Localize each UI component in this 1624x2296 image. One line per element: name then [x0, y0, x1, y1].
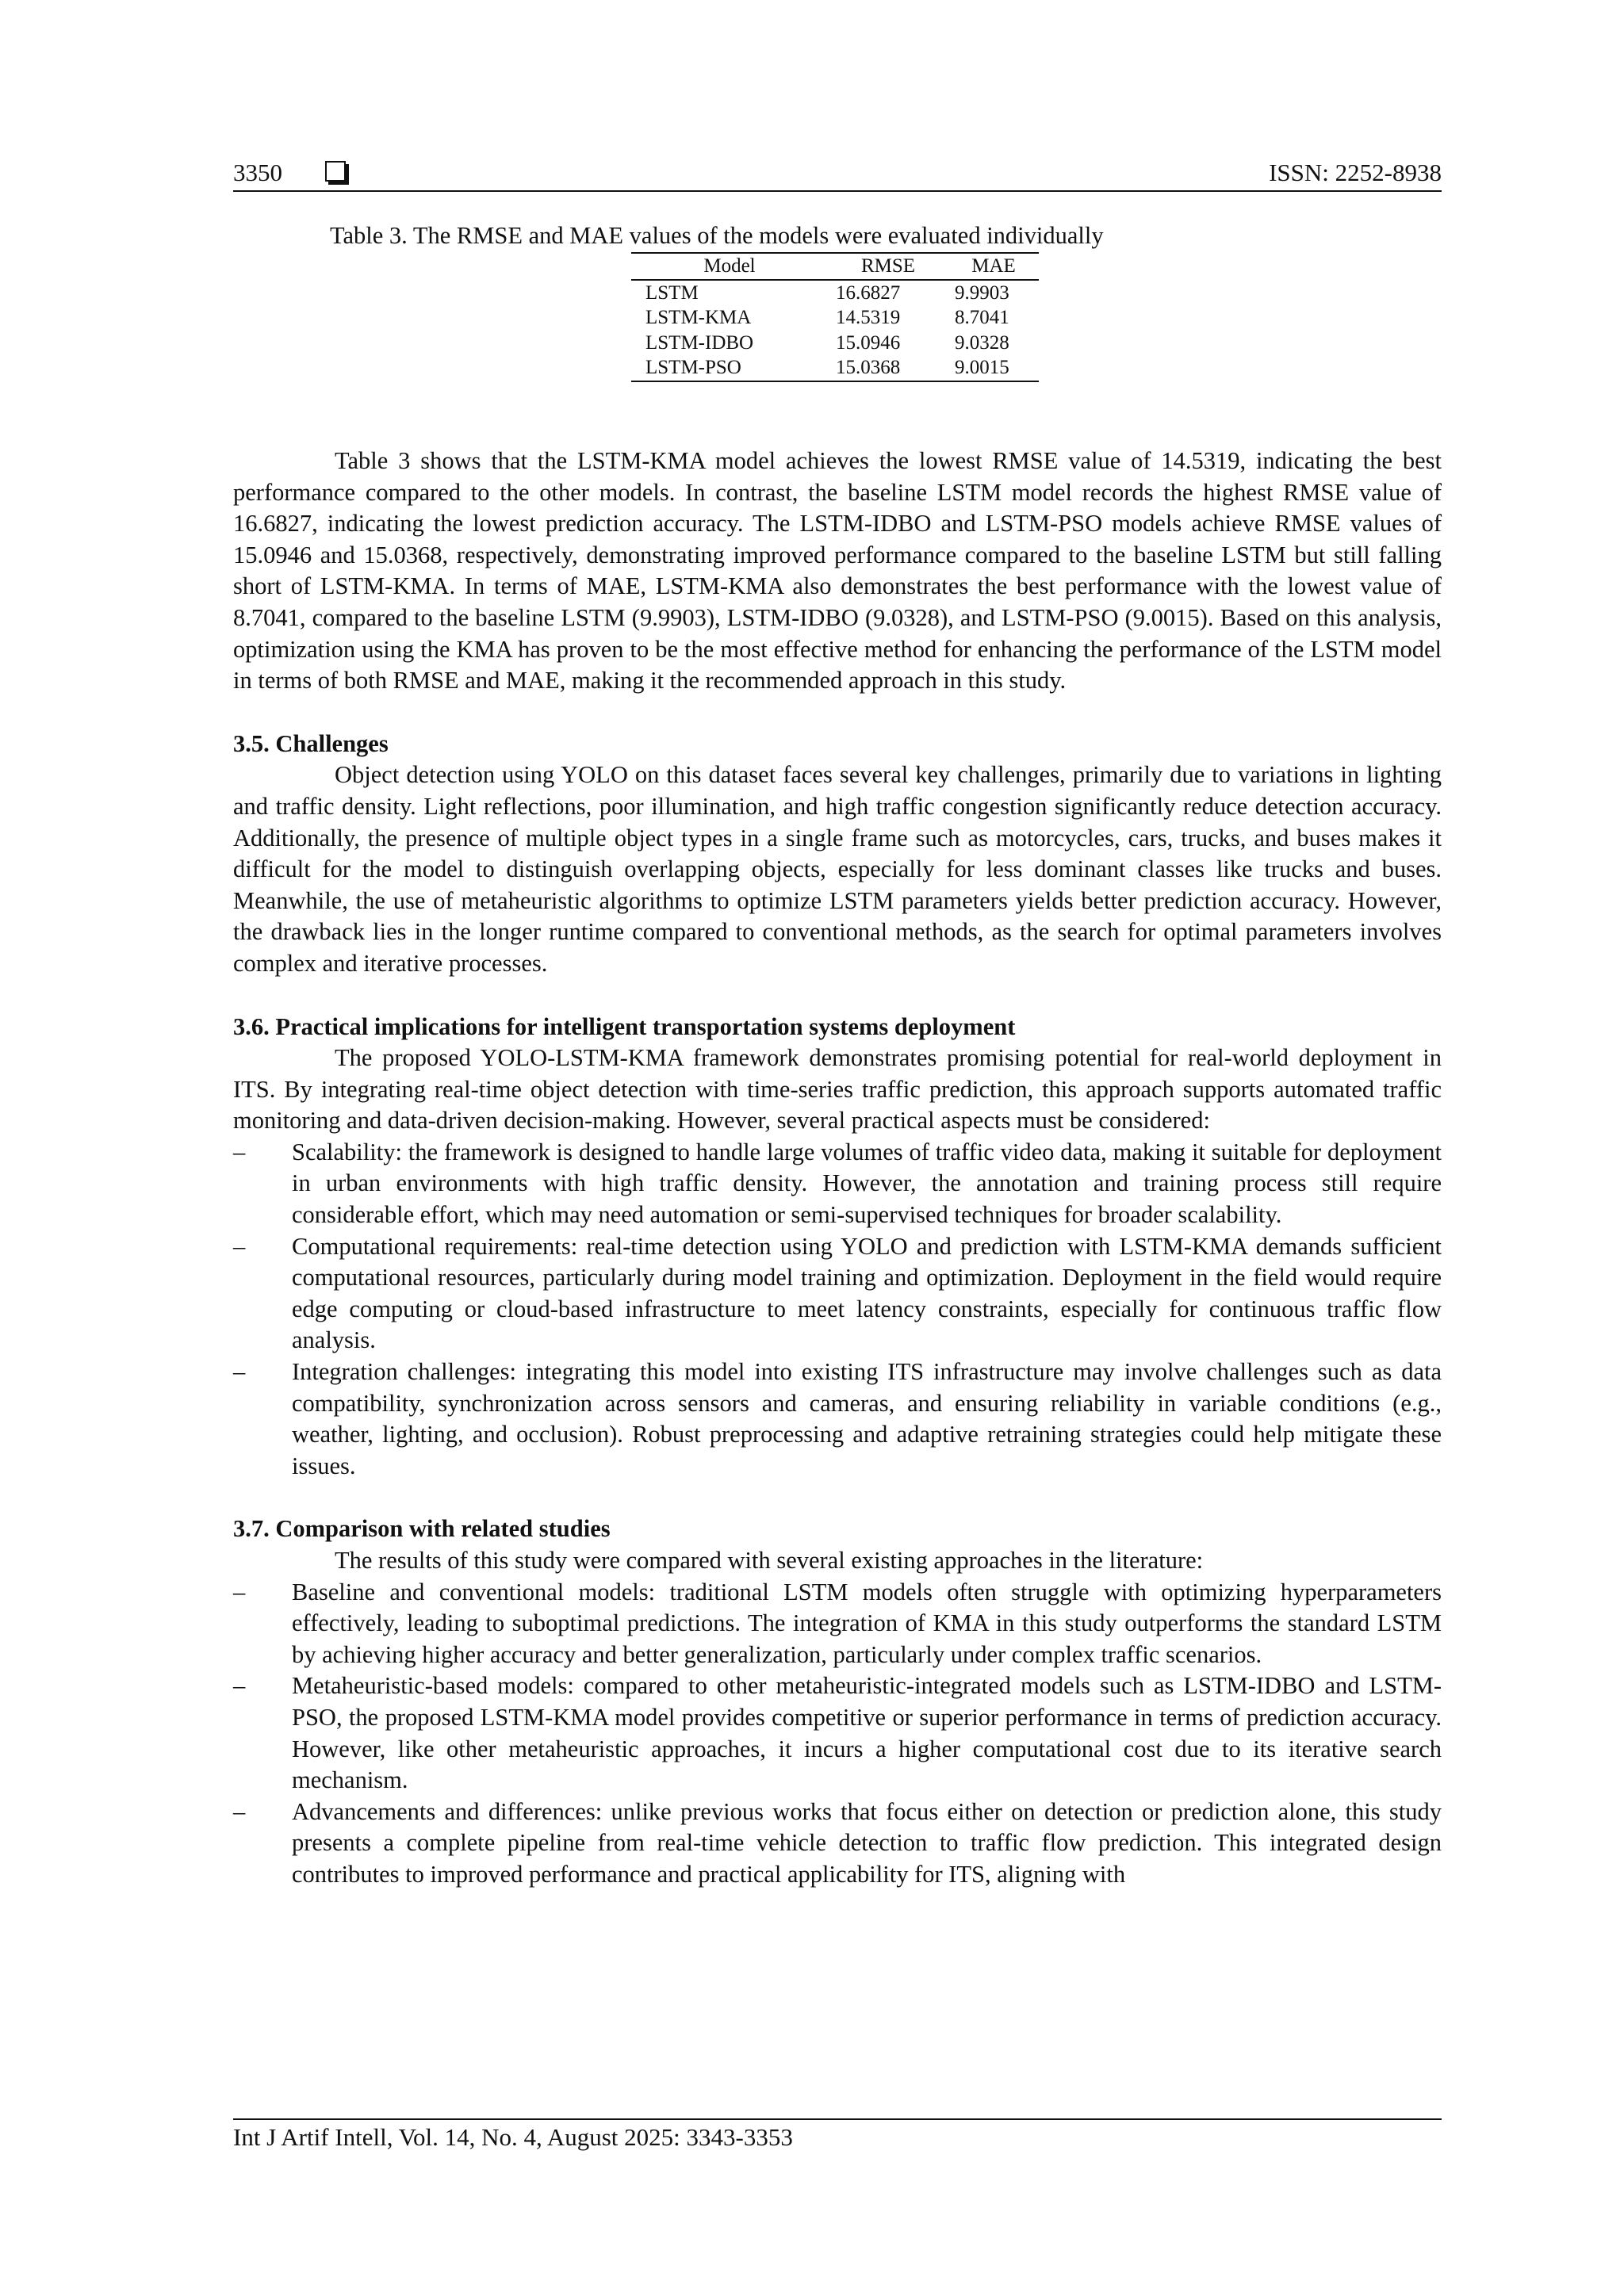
- list-item-text: Scalability: the framework is designed to handle large volumes of traffic video data, making it suitable for deployment in urban environments with high traffic density. However, the annotation and training process still require considerable effort, which may need automation or semi-supervised techniques for broader scalability.: [292, 1138, 1442, 1229]
- table-row: [631, 331, 1039, 356]
- section-heading-challenges: 3.5. Challenges: [233, 729, 389, 757]
- dash-bullet: –: [233, 1578, 246, 1605]
- paragraph-practical-intro: The proposed YOLO-LSTM-KMA framework demonstrates promising potential for real-world deployment in ITS. By integrating real-time object detection with time-series traffic prediction, this approach supports automated traffic monitoring and data-driven decision-making. However, several practical aspects must be considered:: [233, 1044, 1442, 1135]
- page-footer: [233, 2118, 1442, 2155]
- results-table: [631, 252, 1039, 382]
- paragraph-table3-discussion: Table 3 shows that the LSTM-KMA model achieves the lowest RMSE value of 14.5319, indicating the best performance compared to the other models. In contrast, the baseline LSTM model records the highest RMSE value of 16.6827, indicating the lowest prediction accuracy. The LSTM-IDBO and LSTM-PSO models achieve RMSE values of 15.0946 and 15.0368, respectively, demonstrating improved performance compared to the baseline LSTM but still falling short of LSTM-KMA. In terms of MAE, LSTM-KMA also demonstrates the best performance with the lowest value of 8.7041, compared to the baseline LSTM (9.9903), LSTM-IDBO (9.0328), and LSTM-PSO (9.0015). Based on this analysis, optimization using the KMA has proven to be the most effective method for enhancing the performance of the LSTM model in terms of both RMSE and MAE, making it the recommended approach in this study.: [233, 447, 1442, 695]
- table-cell-model: LSTM: [645, 281, 699, 304]
- list-item-text: Baseline and conventional models: traditional LSTM models often struggle with optimizing hyperparameters effectively, leading to suboptimal predictions. The integration of KMA in this study outperforms the standard LSTM by achieving higher accuracy and better generalization, particularly under complex traffic scenarios.: [292, 1578, 1442, 1668]
- list-item: [233, 1231, 1442, 1357]
- table-header-row: [631, 253, 1039, 280]
- comparison-list: [233, 1577, 1442, 1891]
- paragraph-comparison-intro: The results of this study were compared with several existing approaches in the literature:: [335, 1547, 1204, 1574]
- page-number: 3350: [233, 159, 282, 186]
- table-caption: Table 3. The RMSE and MAE values of the models were evaluated individually: [330, 222, 1104, 249]
- dash-bullet: –: [233, 1358, 246, 1386]
- list-item-text: Metaheuristic-based models: compared to other metaheuristic-integrated models such as LSTM-IDBO and LSTM-PSO, the proposed LSTM-KMA model provides competitive or superior performance in terms of prediction accuracy. However, like other metaheuristic approaches, it incurs a higher computational cost due to its iterative search mechanism.: [292, 1672, 1442, 1794]
- table-cell-rmse: 15.0946: [836, 331, 901, 354]
- table-row: [631, 280, 1039, 306]
- table-cell-model: LSTM-PSO: [631, 355, 828, 381]
- list-item-text: Computational requirements: real-time detection using YOLO and prediction with LSTM-KMA demands sufficient computational resources, particularly during model training and optimization. Deployment in the field would require edge computing or cloud-based infrastructure to meet latency constraints, especially for continuous traffic flow analysis.: [292, 1232, 1442, 1354]
- column-header-rmse: RMSE: [828, 253, 948, 280]
- column-header-mae: MAE: [948, 253, 1039, 280]
- square-bullet-icon: [325, 161, 346, 182]
- section-heading-practical-implications: 3.6. Practical implications for intelligent transportation systems deployment: [233, 1012, 1016, 1040]
- table-cell-mae: 9.0015: [948, 355, 1039, 381]
- column-header-model: Model: [631, 253, 828, 280]
- practical-aspects-list: [233, 1137, 1442, 1483]
- dash-bullet: –: [233, 1232, 246, 1260]
- dash-bullet: –: [233, 1797, 246, 1825]
- paragraph-challenges: Object detection using YOLO on this dataset faces several key challenges, primarily due to variations in lighting and traffic density. Light reflections, poor illumination, and high traffic congestion significantly reduce detection accuracy. Additionally, the presence of multiple object types in a single frame such as motorcycles, cars, trucks, and buses makes it difficult for the model to distinguish overlapping objects, especially for less dominant classes like trucks and buses. Meanwhile, the use of metaheuristic algorithms to optimize LSTM parameters yields better prediction accuracy. However, the drawback lies in the longer runtime compared to conventional methods, as the search for optimal parameters involves complex and iterative processes.: [233, 761, 1442, 977]
- table-cell-mae: 9.0328: [955, 331, 1009, 354]
- table-cell-model: LSTM-KMA: [645, 307, 752, 328]
- section-heading-comparison: 3.7. Comparison with related studies: [233, 1515, 611, 1543]
- table-cell-mae: 9.9903: [955, 281, 1009, 304]
- list-item: [233, 1137, 1442, 1231]
- list-item: [233, 1577, 1442, 1671]
- table-row: [631, 355, 1039, 381]
- journal-citation: Int J Artif Intell, Vol. 14, No. 4, August 2025: 3343-3353: [233, 2123, 793, 2151]
- list-item: [233, 1357, 1442, 1482]
- list-item-text: Advancements and differences: unlike previous works that focus either on detection or prediction alone, this study presents a complete pipeline from real-time vehicle detection to traffic flow prediction. This integrated design contributes to improved performance and practical applicability for ITS, aligning with: [292, 1797, 1442, 1888]
- article-body: [233, 446, 1442, 1891]
- table-cell-mae: 8.7041: [955, 307, 1009, 328]
- list-item: [233, 1670, 1442, 1796]
- page-header: [233, 155, 1442, 192]
- list-item: [233, 1797, 1442, 1891]
- table-cell-model: LSTM-IDBO: [645, 331, 754, 354]
- dash-bullet: –: [233, 1138, 246, 1165]
- table-cell-rmse: 14.5319: [836, 307, 901, 328]
- table-row: [631, 305, 1039, 331]
- issn-label: ISSN: 2252-8938: [1269, 159, 1442, 186]
- table-cell-rmse: 15.0368: [828, 355, 948, 381]
- dash-bullet: –: [233, 1672, 246, 1700]
- table-cell-rmse: 16.6827: [836, 281, 901, 304]
- list-item-text: Integration challenges: integrating this model into existing ITS infrastructure may involve challenges such as data compatibility, synchronization across sensors and cameras, and ensuring reliability in variable conditions (e.g., weather, lighting, and occlusion). Robust preprocessing and adaptive retraining strategies could help mitigate these issues.: [292, 1358, 1442, 1479]
